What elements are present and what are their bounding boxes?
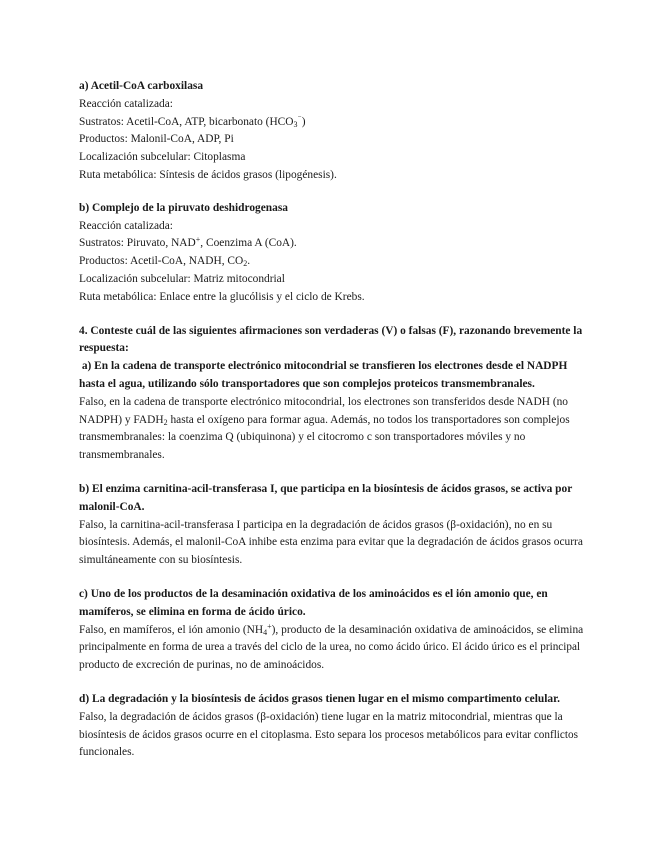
statement-a-line2: hasta el agua, utilizando sólo transportadores que son complejos proteicos transmembranales. [79,377,535,390]
answer-a-line2 [79,412,584,430]
superscript: + [267,621,272,631]
statement-b-line1: b) El enzima carnitina-acil-transferasa I, que participa en la biosíntesis de ácidos grasos, se activa por [79,482,573,495]
answer-text: Falso, en mamíferos, el ión amonio (NH [79,623,264,636]
answer-text-suffix: ), producto de la desaminación oxidativa de aminoácidos, se elimina [271,623,584,636]
statement-b-line2: malonil-CoA. [79,500,145,513]
section-a-reaction-label: Reacción catalizada: [79,97,173,110]
answer-a-line4: transmembranales. [79,449,165,462]
section-b-title: b) Complejo de la piruvato deshidrogenasa [79,201,288,214]
statement-c-line1: c) Uno de los productos de la desaminación oxidativa de los aminoácidos es el ión amonio que, en [79,587,548,600]
answer-a-line3: transmembranales: la coenzima Q (ubiquinona) y el citocromo c son transportadores móviles y no [79,431,526,444]
statement-a-line1: a) En la cadena de transporte electrónico mitocondrial se transfieren los electrones desde el NADPH [79,360,568,373]
section-a-products: Productos: Malonil-CoA, ADP, Pi [79,133,234,146]
answer-d-line1: Falso, la degradación de ácidos grasos (β-oxidación) tiene lugar en la matriz mitocondrial, mientras que la [79,710,563,723]
statement-a [79,358,584,465]
answer-c-line2: principalmente en forma de urea a través del ciclo de la urea, no como ácido úrico. El ácido úrico es el principal [79,641,581,654]
statement-d-line1: d) La degradación y la biosíntesis de ácidos grasos tienen lugar en el mismo compartimento celular. [79,692,560,705]
subscript: 2 [243,259,248,269]
subscript: 3 [293,119,298,129]
superscript: + [195,235,201,245]
substrates-text: Sustratos: Acetil-CoA, ATP, bicarbonato (HCO [79,115,294,128]
question-4-heading-line1: 4. Conteste cuál de las siguientes afirmaciones son verdaderas (V) o falsas (F), razonando brevemente la [79,324,583,337]
answer-text-suffix: hasta el oxígeno para formar agua. Además, no todos los transportadores son complejos [167,413,570,426]
products-text: Productos: Acetil-CoA, NADH, CO [79,255,244,268]
section-a-pathway: Ruta metabólica: Síntesis de ácidos grasos (lipogénesis). [79,168,337,181]
substrates-text: Sustratos: Piruvato, NAD [79,237,196,250]
answer-d-line3: funcionales. [79,746,135,759]
question-4 [79,323,584,763]
section-b-reaction-label: Reacción catalizada: [79,219,173,232]
statement-b [79,481,584,570]
section-a-location: Localización subcelular: Citoplasma [79,151,246,164]
statement-d [79,691,584,762]
question-4-heading-line2: respuesta: [79,342,129,355]
answer-c-line1 [79,622,584,640]
subscript: 2 [163,417,168,427]
answer-b-line3: simultáneamente con su biosíntesis. [79,554,243,567]
section-acetyl-coa-carboxylase [79,78,584,185]
answer-c-line3: producto de excreción de purinas, no de aminoácidos. [79,659,325,672]
substrates-suffix: , Coenzima A (CoA). [200,237,297,250]
section-a-title: a) Acetil-CoA carboxilasa [79,80,204,92]
section-b-products [79,253,584,271]
superscript: ⁻ [297,113,302,123]
products-suffix: . [247,255,251,268]
statement-c-line2: mamíferos, se elimina en forma de ácido úrico. [79,605,306,618]
answer-b-line1: Falso, la carnitina-acil-transferasa I participa en la degradación de ácidos grasos (β-oxidación), no en su [79,518,553,531]
answer-text: NADPH) y FADH [79,413,164,426]
section-b-substrates [79,235,584,253]
answer-d-line2: biosíntesis de ácidos grasos ocurre en el citoplasma. Esto separa los procesos metabólicos para evitar conflictos [79,728,578,741]
document-content [79,78,584,762]
answer-b-line2: biosíntesis. Además, el malonil-CoA inhibe esta enzima para evitar que la degradación de ácidos grasos ocurra [79,536,583,549]
section-pyruvate-dehydrogenase [79,200,584,307]
subscript: 4 [263,627,268,637]
substrates-suffix: ) [301,115,306,128]
section-a-substrates [79,114,584,132]
answer-a-line1: Falso, en la cadena de transporte electrónico mitocondrial, los electrones son transferidos desde NADH (no [79,395,569,408]
section-b-pathway: Ruta metabólica: Enlace entre la glucólisis y el ciclo de Krebs. [79,290,365,303]
statement-c [79,586,584,675]
section-b-location: Localización subcelular: Matriz mitocondrial [79,272,285,285]
